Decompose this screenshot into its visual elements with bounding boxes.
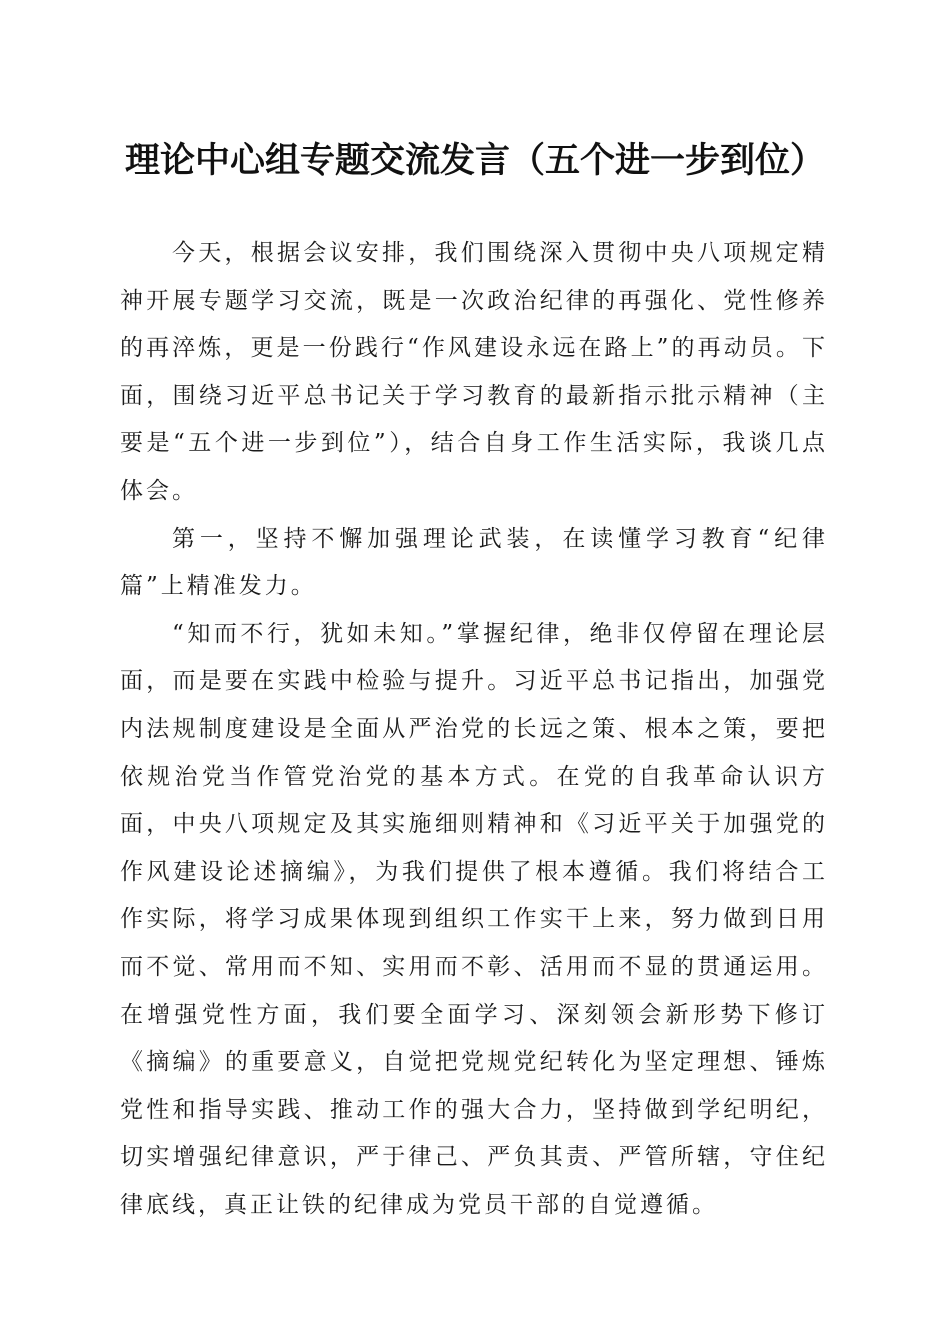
paragraph-intro: 今天，根据会议安排，我们围绕深入贯彻中央八项规定精神开展专题学习交流，既是一次政治纪律的再强化、党性修养的再淬炼，更是一份践行“作风建设永远在路上”的再动员。下面，围绕习近平总书记关于学习教育的最新指示批示精神（主要是“五个进一步到位”），结合自身工作生活实际，我谈几点体会。 — [120, 240, 828, 504]
document-body — [120, 230, 828, 1229]
document-title: 理论中心组专题交流发言（五个进一步到位） — [124, 140, 825, 181]
paragraph-section-body-1: “知而不行，犹如未知。”掌握纪律，绝非仅停留在理论层面，而是要在实践中检验与提升。习近平总书记指出，加强党内法规制度建设是全面从严治党的长远之策、根本之策，要把依规治党当作管党治党的基本方式。在党的自我革命认识方面，中央八项规定及其实施细则精神和《习近平关于加强党的作风建设论述摘编》，为我们提供了根本遵循。我们将结合工作实际，将学习成果体现到组织工作实干上来，努力做到日用而不觉、常用而不知、实用而不彰、活用而不显的贯通运用。在增强党性方面，我们要全面学习、深刻领会新形势下修订《摘编》的重要意义，自觉把党规党纪转化为坚定理想、锤炼党性和指导实践、推动工作的强大合力，坚持做到学纪明纪，切实增强纪律意识，严于律己、严负其责、严管所辖，守住纪律底线，真正让铁的纪律成为党员干部的自觉遵循。 — [120, 620, 828, 1218]
paragraph-section-heading-1: 第一，坚持不懈加强理论武装，在读懂学习教育“纪律篇”上精准发力。 — [120, 525, 828, 600]
